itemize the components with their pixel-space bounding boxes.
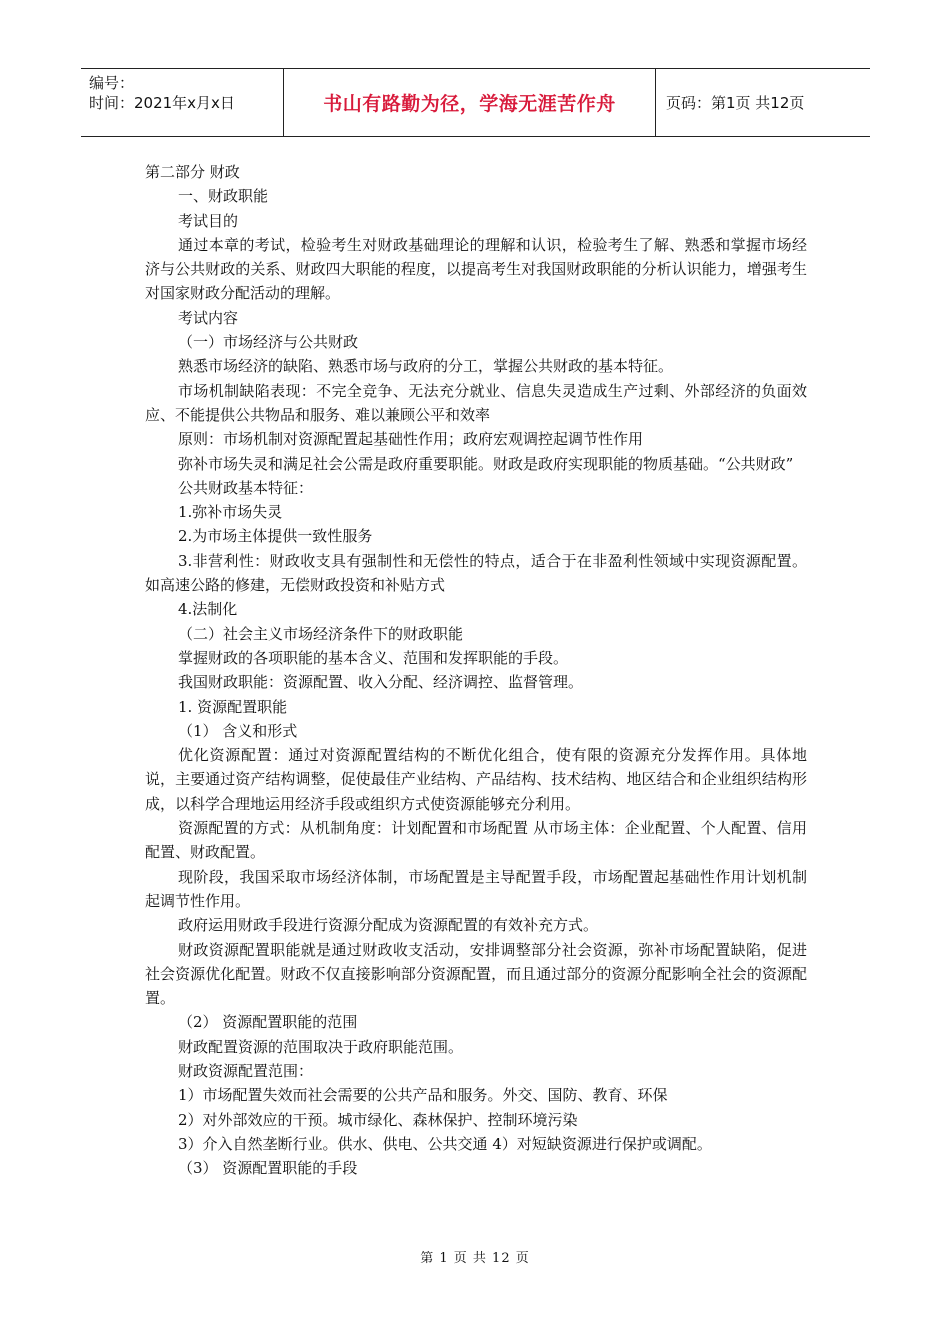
body-paragraph: 资源配置的方式：从机制角度：计划配置和市场配置 从市场主体：企业配置、个人配置、信用配置、财政配置。 bbox=[145, 819, 807, 862]
header-page-cell bbox=[656, 69, 870, 136]
body-paragraph: 1）市场配置失效而社会需要的公共产品和服务。外交、国防、教育、环保 bbox=[178, 1086, 668, 1105]
body-paragraph: 一、财政职能 bbox=[178, 187, 269, 206]
body-paragraph: 3）介入自然垄断行业。供水、供电、公共交通 4）对短缺资源进行保护或调配。 bbox=[178, 1134, 712, 1153]
header-meta-cell bbox=[81, 69, 284, 136]
document-date: 时间：2021年x月x日 bbox=[89, 94, 235, 112]
header-motto: 书山有路勤为径，学海无涯苦作舟 bbox=[323, 93, 616, 115]
body-paragraph: 4.法制化 bbox=[178, 600, 238, 619]
body-paragraph: 现阶段，我国采取市场经济体制，市场配置是主导配置手段，市场配置起基础性作用计划机制起调节性作用。 bbox=[145, 867, 807, 910]
body-paragraph: 弥补市场失灵和满足社会公需是政府重要职能。财政是政府实现职能的物质基础。“公共财政” bbox=[178, 454, 794, 473]
body-paragraph: 1.弥补市场失灵 bbox=[178, 503, 283, 522]
document-body bbox=[145, 160, 807, 1180]
body-paragraph: （一）市场经济与公共财政 bbox=[178, 333, 359, 352]
body-paragraph: （二）社会主义市场经济条件下的财政职能 bbox=[178, 624, 464, 643]
body-paragraph: 原则：市场机制对资源配置起基础性作用；政府宏观调控起调节性作用 bbox=[178, 430, 644, 449]
body-paragraph: （3） 资源配置职能的手段 bbox=[178, 1159, 358, 1178]
body-paragraph: 市场机制缺陷表现：不完全竞争、无法充分就业、信息失灵造成生产过剩、外部经济的负面效应、不能提供公共物品和服务、难以兼顾公平和效率 bbox=[145, 381, 807, 424]
body-paragraph: 财政资源配置职能就是通过财政收支活动，安排调整部分社会资源，弥补市场配置缺陷，促进社会资源优化配置。财政不仅直接影响部分资源配置，而且通过部分的资源分配影响全社会的资源配置。 bbox=[145, 940, 807, 1008]
body-paragraph: 考试目的 bbox=[178, 211, 239, 230]
document-number-label: 编号： bbox=[89, 74, 135, 92]
body-paragraph: 财政配置资源的范围取决于政府职能范围。 bbox=[178, 1037, 464, 1056]
body-paragraph: （2） 资源配置职能的范围 bbox=[178, 1013, 358, 1032]
body-paragraph: 熟悉市场经济的缺陷、熟悉市场与政府的分工，掌握公共财政的基本特征。 bbox=[178, 357, 674, 376]
body-paragraph: 政府运用财政手段进行资源分配成为资源配置的有效补充方式。 bbox=[178, 916, 599, 935]
body-paragraph: 公共财政基本特征： bbox=[178, 478, 314, 497]
body-paragraph: （1） 含义和形式 bbox=[178, 721, 298, 740]
body-paragraph: 1. 资源配置职能 bbox=[178, 697, 288, 716]
body-paragraph: 掌握财政的各项职能的基本含义、范围和发挥职能的手段。 bbox=[178, 648, 569, 667]
header-page-info: 页码：第1页 共12页 bbox=[666, 94, 805, 112]
body-paragraph: 财政资源配置范围： bbox=[178, 1061, 314, 1080]
body-paragraph: 第二部分 财政 bbox=[145, 163, 240, 181]
body-paragraph: 优化资源配置：通过对资源配置结构的不断优化组合，使有限的资源充分发挥作用。具体地说，主要通过资产结构调整，促使最佳产业结构、产品结构、技术结构、地区结合和企业组织结构形成，以科学合理地运用经济手段或组织方式使资源能够充分利用。 bbox=[145, 746, 807, 813]
page-footer bbox=[0, 1247, 950, 1266]
header-motto-cell bbox=[284, 69, 656, 136]
body-paragraph: 2.为市场主体提供一致性服务 bbox=[178, 527, 373, 546]
body-paragraph: 通过本章的考试，检验考生对财政基础理论的理解和认识，检验考生了解、熟悉和掌握市场经济与公共财政的关系、财政四大职能的程度，以提高考生对我国财政职能的分析认识能力，增强考生对国家财政分配活动的理解。 bbox=[145, 235, 807, 303]
body-paragraph: 3.非营利性：财政收支具有强制性和无偿性的特点，适合于在非盈利性领域中实现资源配置。如高速公路的修建，无偿财政投资和补贴方式 bbox=[145, 551, 807, 595]
body-paragraph: 考试内容 bbox=[178, 308, 239, 327]
footer-page-number: 第 1 页 共 12 页 bbox=[420, 1251, 530, 1266]
page-header bbox=[81, 68, 870, 137]
body-paragraph: 2）对外部效应的干预。城市绿化、森林保护、控制环境污染 bbox=[178, 1110, 578, 1129]
body-paragraph: 我国财政职能：资源配置、收入分配、经济调控、监督管理。 bbox=[178, 673, 584, 692]
